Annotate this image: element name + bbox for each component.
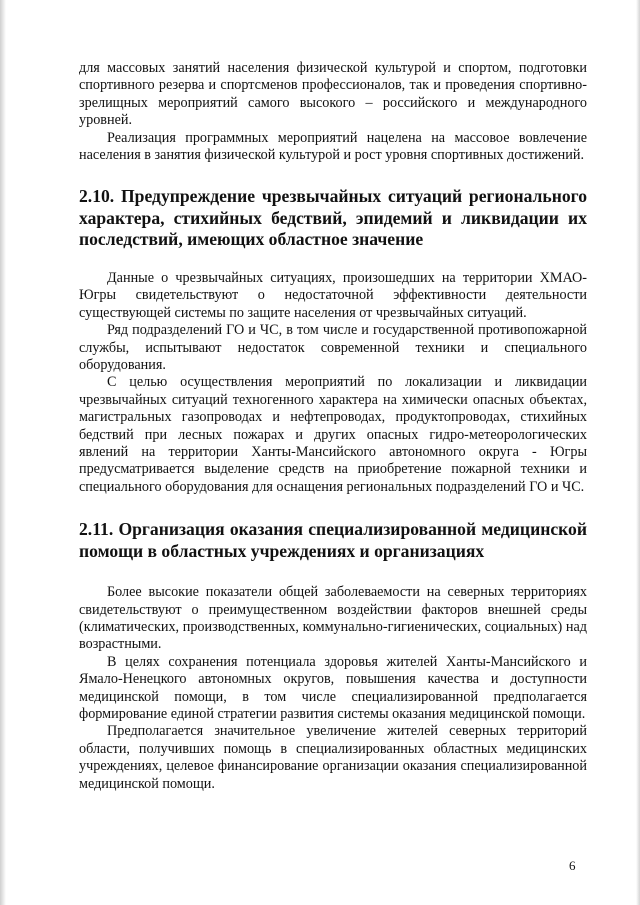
paragraph: С целью осуществления мероприятий по локализации и ликвидации чрезвычайных ситуаций техногенного характера на химически опасных объектах, магистральных газопроводах и нефтепроводах, продуктопроводах, стихийных бедствий при лесных пожарах и других опасных гидро-метеорологических явлений на территории Ханты-Мансийского автономного округа - Югры предусматривается выделение средств на приобретение пожарной техники и специального оборудования для оснащения региональных подразделений ГО и ЧС.: [79, 374, 587, 495]
section-heading-2-10: 2.10. Предупреждение чрезвычайных ситуаций регионального характера, стихийных бедствий, эпидемий и ликвидации их последствий, имеющих областное значение: [79, 186, 587, 250]
page-number: 6: [569, 858, 576, 873]
paragraph: для массовых занятий населения физической культурой и спортом, подготовки спортивного резерва и спортсменов профессионалов, так и проведения спортивно-зрелищных мероприятий самого высокого – российского и международного уровней.: [79, 60, 587, 129]
paragraph: В целях сохранения потенциала здоровья жителей Ханты-Мансийского и Ямало-Ненецкого автономных округов, повышения качества и доступности медицинской помощи, в том числе специализированной предполагается формирование единой стратегии развития системы оказания медицинской помощи.: [79, 653, 587, 723]
paragraph: Данные о чрезвычайных ситуациях, произошедших на территории ХМАО-Югры свидетельствуют о недостаточной эффективности деятельности существующей системы по защите населения от чрезвычайных ситуаций.: [79, 269, 587, 321]
scan-edge-right: [636, 0, 640, 905]
paragraph: Реализация программных мероприятий нацелена на массовое вовлечение населения в занятия физической культурой и рост уровня спортивных достижений.: [79, 129, 587, 164]
page-content: [79, 60, 587, 793]
scan-edge-left: [0, 0, 6, 905]
paragraph: Ряд подразделений ГО и ЧС, в том числе и государственной противопожарной службы, испытывают недостаток современной техники и специального оборудования.: [79, 322, 587, 373]
paragraph: Более высокие показатели общей заболеваемости на северных территориях свидетельствуют о преимущественном воздействии факторов внешней среды (климатических, производственных, коммунально-гигиенических, социальных) над возрастными.: [79, 584, 587, 653]
section-heading-2-11: 2.11. Организация оказания специализированной медицинской помощи в областных учреждениях и организациях: [79, 519, 587, 561]
paragraph: Предполагается значительное увеличение жителей северных территорий области, получивших помощь в специализированных областных медицинских учреждениях, целевое финансирование организации оказания специализированной медицинской помощи.: [79, 723, 587, 792]
